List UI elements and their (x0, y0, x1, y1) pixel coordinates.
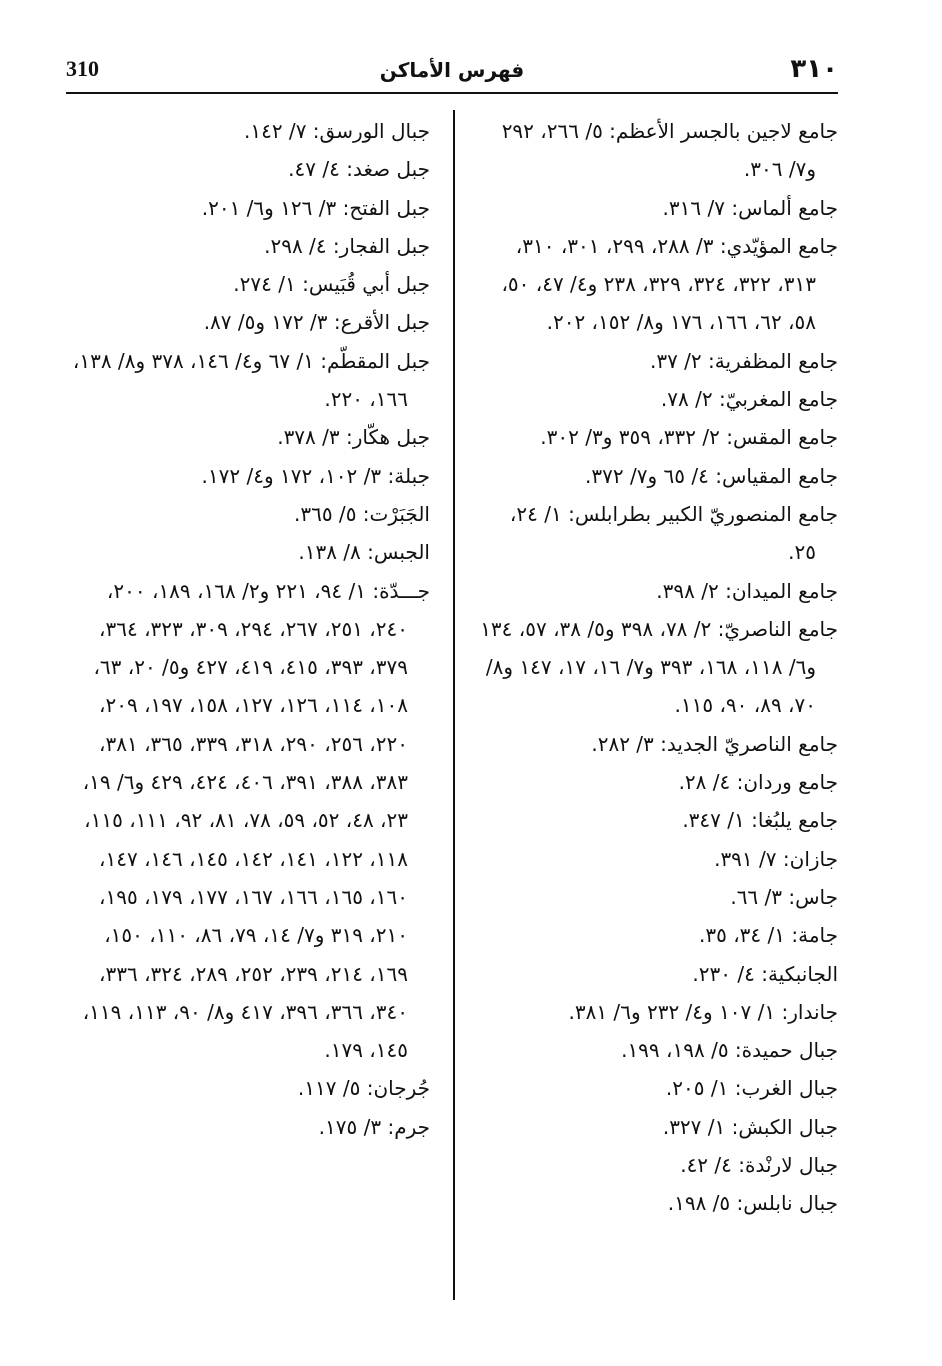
index-entry: جبل المقطّم: ١/ ٦٧ و٤/ ١٤٦، ٣٧٨ و٨/ ١٣٨، ١٦٦، ٢٢٠. (72, 348, 430, 412)
page-number-arabic: ٣١٠ (790, 54, 838, 84)
index-entry: جبال حميدة: ٥/ ١٩٨، ١٩٩. (621, 1038, 838, 1063)
index-entry: جبل الأقرع: ٣/ ١٧٢ و٥/ ٨٧. (203, 310, 430, 335)
index-entry: الجانبكية: ٤/ ٢٣٠. (692, 961, 838, 986)
index-entry: جبل أبي قُبَيس: ١/ ٢٧٤. (233, 272, 430, 297)
index-entry: جامع المقياس: ٤/ ٦٥ و٧/ ٣٧٢. (585, 463, 838, 488)
index-entry: جاندار: ١/ ١٠٧ و٤/ ٢٣٢ و٦/ ٣٨١. (568, 999, 838, 1024)
index-entry: جُرجان: ٥/ ١١٧. (297, 1076, 430, 1101)
index-entry: جامع يلبُغا: ١/ ٣٤٧. (682, 808, 838, 833)
index-entry: جامع المقس: ٢/ ٣٣٢، ٣٥٩ و٣/ ٣٠٢. (540, 425, 838, 450)
page-header (66, 54, 838, 94)
index-entry: جـــدّة: ١/ ٩٤، ٢٢١ و٢/ ١٦٨، ١٨٩، ٢٠٠، ٢٤٠، ٢٥١، ٢٦٧، ٢٩٤، ٣٠٩، ٣٢٣، ٣٦٤، ٣٧٩، ٣٩٣، ٤١٥، ٤١٩، ٤٢٧ و٥/ ٢٠، ٦٣، ١٠٨، ١١٤، ١٢٦، ١٢٧، ١٥٨، ١٩٧، ٢٠٩، ٢٢٠، ٢٥٦، ٢٩٠، ٣١٨، ٣٣٩، ٣٦٥، ٣٨١، ٣٨٣، ٣٨٨، ٣٩١، ٤٠٦، ٤٢٤، ٤٢٩ و٦/ ١٩، ٢٣، ٤٨، ٥٢، ٥٩، ٧٨، ٨١، ٩٢، ١١١، ١١٥، ١١٨، ١٢٢، ١٤١، ١٤٢، ١٤٥، ١٤٦، ١٤٧، ١٦٠، ١٦٥، ١٦٦، ١٦٧، ١٧٧، ١٧٩، ١٩٥، ٢١٠، ٣١٩ و٧/ ١٤، ٧٩، ٨٦، ١١٠، ١٥٠، ١٦٩، ٢١٤، ٢٣٩، ٢٥٢، ٢٨٩، ٣٢٤، ٣٣٦، ٣٤٠، ٣٦٦، ٣٩٦، ٤١٧ و٨/ ٩٠، ١١٣، ١١٩، ١٤٥، ١٧٩. (82, 578, 430, 1063)
index-entry: جامع الناصريّ: ٢/ ٧٨، ٣٩٨ و٥/ ٣٨، ٥٧، ١٣٤ و٦/ ١١٨، ١٦٨، ٣٩٣ و٧/ ١٦، ١٧، ١٤٧ و٨/ ٧٠، ٨٩، ٩٠، ١١٥. (480, 616, 838, 718)
index-entry: جامع المغربيّ: ٢/ ٧٨. (660, 387, 838, 412)
index-entry: جامع الميدان: ٢/ ٣٩٨. (656, 578, 838, 603)
index-entry: جامع المنصوريّ الكبير بطرابلس: ١/ ٢٤، ٢٥. (509, 501, 838, 565)
index-entry: جبلة: ٣/ ١٠٢، ١٧٢ و٤/ ١٧٢. (201, 463, 430, 488)
index-entry: جاس: ٣/ ٦٦. (730, 884, 838, 909)
index-entry: جبل صغد: ٤/ ٤٧. (288, 157, 430, 182)
index-entry: جامة: ١/ ٣٤، ٣٥. (699, 923, 838, 948)
index-entry: جامع وردان: ٤/ ٢٨. (678, 770, 838, 795)
index-entry: جامع المظفرية: ٢/ ٣٧. (649, 348, 838, 373)
index-entry: جازان: ٧/ ٣٩١. (714, 846, 838, 871)
index-entry: جامع لاجين بالجسر الأعظم: ٥/ ٢٦٦، ٢٩٢ و٧/ ٣٠٦. (501, 119, 838, 182)
page-number-latin: 310 (66, 56, 99, 81)
index-entry: الجَبَرْت: ٥/ ٣٦٥. (293, 501, 430, 526)
index-entry: جبل هكّار: ٣/ ٣٧٨. (277, 425, 430, 450)
column-divider (453, 110, 455, 1300)
index-entry: جامع المؤيّدي: ٣/ ٢٨٨، ٢٩٩، ٣٠١، ٣١٠، ٣١٣، ٣٢٢، ٣٢٤، ٣٢٩، ٢٣٨ و٤/ ٤٧، ٥٠، ٥٨، ٦٢، ١٦٦، ١٧٦ و٨/ ١٥٢، ٢٠٢. (501, 233, 838, 335)
index-entry: جبل الفجار: ٤/ ٢٩٨. (264, 233, 430, 258)
index-entry: جبال الغرب: ١/ ٢٠٥. (665, 1076, 838, 1101)
index-entry: جامع الناصريّ الجديد: ٣/ ٢٨٢. (591, 731, 838, 756)
index-entry: الجبس: ٨/ ١٣٨. (298, 540, 430, 565)
page-title: فهرس الأماكن (379, 58, 525, 82)
index-entry: جامع ألماس: ٧/ ٣١٦. (662, 195, 838, 220)
left-column (68, 112, 430, 1146)
index-entry: جبل الفتح: ٣/ ١٢٦ و٦/ ٢٠١. (201, 195, 430, 220)
header-rule (66, 92, 838, 94)
right-column (478, 112, 838, 1223)
index-entry: جبال الورسق: ٧/ ١٤٢. (243, 119, 430, 143)
index-entry: جبال لارنْدة: ٤/ ٤٢. (680, 1153, 838, 1178)
index-entry: جبال الكبش: ١/ ٣٢٧. (662, 1114, 838, 1139)
index-entry: جرم: ٣/ ١٧٥. (318, 1114, 430, 1139)
index-entry: جبال نابلس: ٥/ ١٩٨. (667, 1191, 838, 1216)
